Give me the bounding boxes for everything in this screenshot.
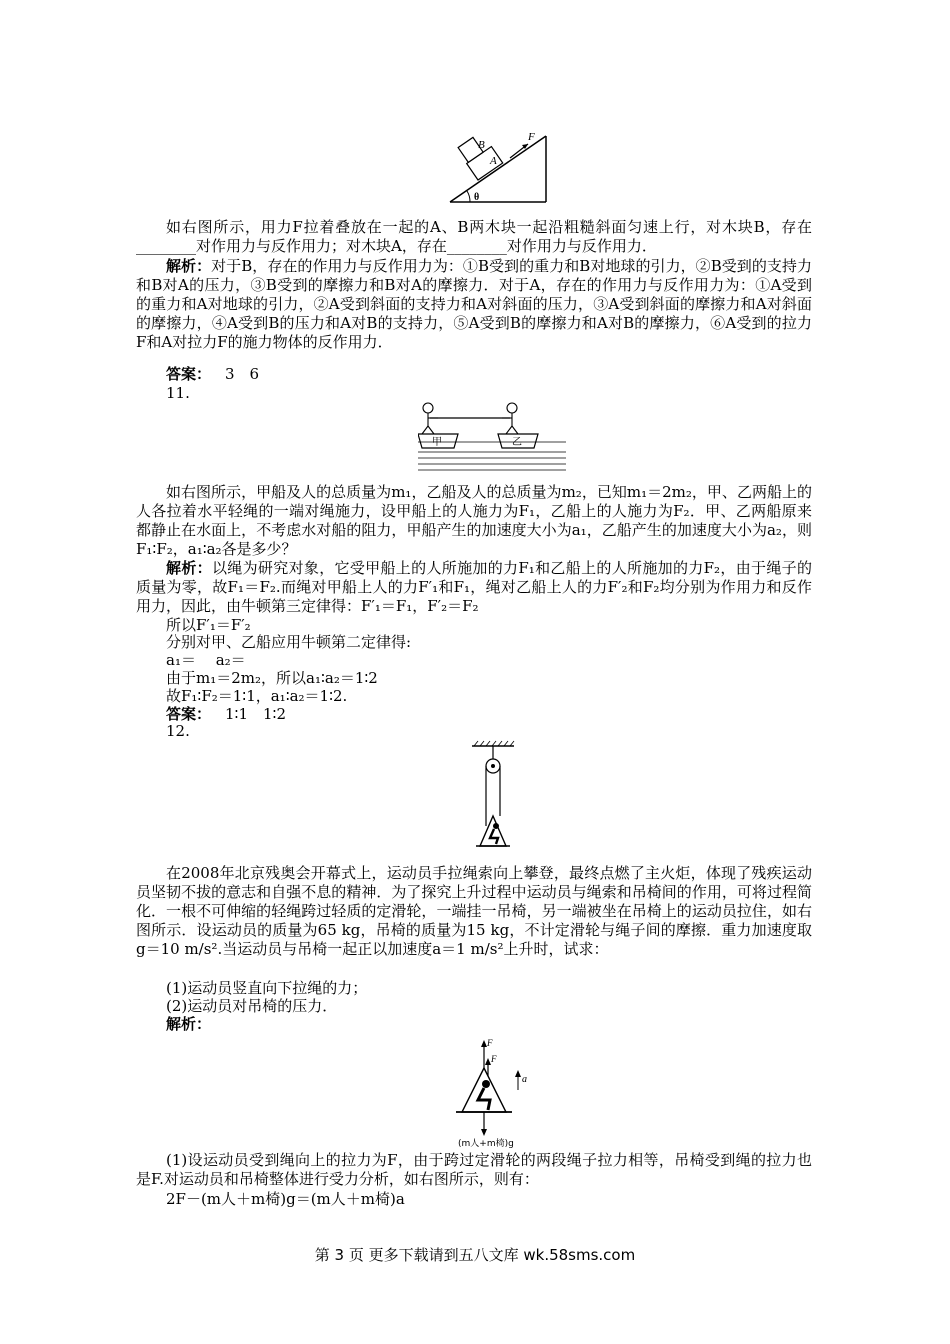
fig-label-jia: 甲 bbox=[432, 437, 442, 448]
fig-label-yi: 乙 bbox=[512, 437, 522, 448]
force-label-f1: F bbox=[487, 1038, 493, 1048]
q11-line4: 由于m₁＝2m₂，所以a₁∶a₂＝1∶2 bbox=[166, 669, 378, 687]
q10-analysis-text: 对于B，存在的作用力与反作用力为：①B受到的重力和B对地球的引力，②B受到的支持力和B对A的压力，③B受到的摩擦力和B对A的摩擦力．对于A，存在的作用力与反作用力为：①A受到的重力和A对地球的引力，②A受到斜面的支持力和A对斜面的压力，③A受到斜面的摩擦力和A对斜面的摩擦力，④A受到B的压力和A对B的支持力，⑤A受到B的摩擦力和A对B的摩擦力，⑥A受到的拉力F和A对拉力F的施力物体的反作用力． bbox=[136, 257, 812, 351]
q12-solution: (1)设运动员受到绳向上的拉力为F，由于跨过定滑轮的两段绳子拉力相等，吊椅受到绳的拉力也是F.对运动员和吊椅整体进行受力分析，如右图所示，则有： bbox=[136, 1151, 812, 1188]
fig-label-theta: θ bbox=[474, 192, 480, 203]
page-footer: 第 3 页 更多下载请到五八文库 wk.58sms.com bbox=[314, 1246, 636, 1264]
q11-question: 如右图所示，甲船及人的总质量为m₁，乙船及人的总质量为m₂，已知m₁＝2m₂，甲、乙两船上的人各拉着水平轻绳的一端对绳施力，设甲船上的人施力为F₁，乙船上的人施力为F₂．甲、乙两船原来都静止在水面上，不考虑水对船的阻力，甲船产生的加速度大小为a₁，乙船产生的加速度大小为a₂，则F₁∶F₂，a₁∶a₂各是多少？ bbox=[136, 483, 812, 558]
q10-answer-text: 3 6 bbox=[225, 365, 260, 383]
q10-answer-label: 答案： bbox=[166, 365, 212, 383]
force-label-f2: F bbox=[491, 1054, 497, 1064]
q11-answer-label: 答案： bbox=[166, 705, 212, 723]
q11-line3: a₁＝ a₂＝ bbox=[166, 651, 246, 669]
q12-sub2: (2)运动员对吊椅的压力． bbox=[166, 997, 338, 1015]
q11-line5: 故F₁∶F₂＝1∶1，a₁∶a₂＝1∶2. bbox=[166, 687, 348, 705]
q10-answer bbox=[166, 365, 259, 384]
q11-analysis-label: 解析： bbox=[166, 559, 212, 577]
q11-analysis-text: 以绳为研究对象，它受甲船上的人所施加的力F₁和乙船上的人所施加的力F₂，由于绳子的质量为零，故F₁＝F₂.而绳对甲船上人的力F′₁和F₁，绳对乙船上人的力F′₂和F₂均分别为作用力和反作用力，因此，由牛顿第三定律得：F′₁＝F₁，F′₂＝F₂ bbox=[136, 559, 812, 615]
q12-number: 12. bbox=[166, 722, 190, 740]
q12-analysis-label: 解析： bbox=[166, 1015, 212, 1033]
fig-label-f: F bbox=[528, 131, 535, 143]
q11-number: 11. bbox=[166, 384, 190, 402]
q12-equation: 2F－(m人＋m椅)g＝(m人＋m椅)a bbox=[166, 1190, 405, 1208]
q10-analysis-label: 解析： bbox=[166, 257, 212, 275]
force-label-weight: (m人+m椅)g bbox=[458, 1139, 514, 1148]
fig-label-b: B bbox=[478, 139, 485, 151]
pulley-figure bbox=[470, 740, 522, 860]
boats-figure bbox=[418, 400, 568, 476]
fig-label-a: A bbox=[490, 155, 497, 167]
q10-question: 如右图所示，用力F拉着叠放在一起的A、B两木块一起沿粗糙斜面匀速上行，对木块B，存在________对作用力与反作用力；对木块A，存在________对作用力与反作用力． bbox=[136, 218, 812, 255]
force-diagram-figure bbox=[448, 1030, 538, 1148]
q11-analysis bbox=[136, 559, 812, 616]
q10-analysis bbox=[136, 257, 812, 352]
incline-figure bbox=[448, 128, 558, 206]
q11-answer-text: 1∶1 1∶2 bbox=[225, 705, 286, 723]
q11-line2: 分别对甲、乙船应用牛顿第二定律得: bbox=[166, 633, 412, 651]
q11-line1: 所以F′₁＝F′₂ bbox=[166, 616, 251, 634]
q12-question: 在2008年北京残奥会开幕式上，运动员手拉绳索向上攀登，最终点燃了主火炬，体现了残疾运动员坚韧不拔的意志和自强不息的精神．为了探究上升过程中运动员与绳索和吊椅间的作用，可将过程简化．一根不可伸缩的轻绳跨过轻质的定滑轮，一端挂一吊椅，另一端被坐在吊椅上的运动员拉住，如右图所示．设运动员的质量为65 kg，吊椅的质量为15 kg，不计定滑轮与绳子间的摩擦．重力加速度取g＝10 m/s².当运动员与吊椅一起正以加速度a＝1 m/s²上升时，试求： bbox=[136, 864, 812, 958]
force-label-a: a bbox=[522, 1074, 527, 1085]
q12-sub1: (1)运动员竖直向下拉绳的力； bbox=[166, 979, 368, 997]
